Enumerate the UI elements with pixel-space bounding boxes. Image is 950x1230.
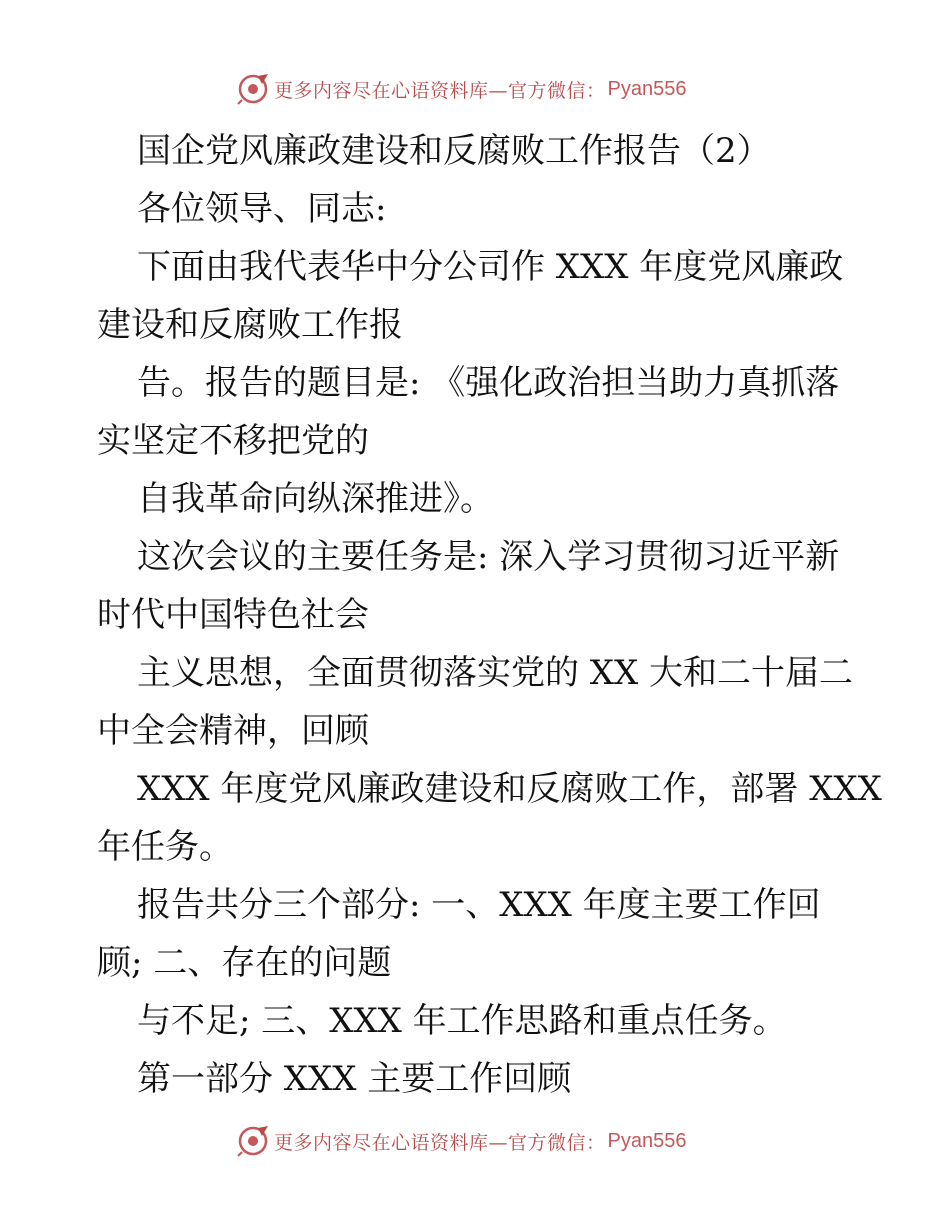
- document-title: 国企党风廉政建设和反腐败工作报告（2）: [137, 131, 771, 171]
- paragraph-line: 年任务。: [97, 827, 233, 867]
- wechat-handle: Pyan556: [607, 1129, 687, 1152]
- paragraph-line: 建设和反腐败工作报: [97, 305, 403, 345]
- banner-text: 更多内容尽在心语资料库—官方微信：: [274, 79, 606, 102]
- paragraph-line: 下面由我代表华中分公司作 XXX 年度党风廉政: [137, 247, 844, 287]
- quill-pen-logo-icon: [236, 1124, 270, 1158]
- paragraph-line: XXX 年度党风廉政建设和反腐败工作，部署 XXX: [137, 769, 882, 809]
- paragraph-line: 自我革命向纵深推进》。: [137, 479, 494, 519]
- salutation: 各位领导、同志:: [137, 189, 387, 229]
- paragraph-line: 报告共分三个部分: 一、XXX 年度主要工作回: [137, 885, 821, 925]
- footer-banner: [236, 1124, 686, 1158]
- section-heading: 第一部分 XXX 主要工作回顾: [137, 1059, 572, 1099]
- paragraph-line: 与不足; 三、XXX 年工作思路和重点任务。: [137, 1001, 787, 1041]
- paragraph-line: 这次会议的主要任务是: 深入学习贯彻习近平新: [137, 537, 840, 577]
- wechat-handle: Pyan556: [607, 77, 687, 100]
- banner-text: 更多内容尽在心语资料库—官方微信：: [274, 1131, 606, 1154]
- paragraph-line: 告。报告的题目是: 《强化政治担当助力真抓落: [137, 363, 840, 403]
- paragraph-line: 实坚定不移把党的: [97, 421, 369, 461]
- paragraph-line: 顾; 二、存在的问题: [97, 943, 392, 983]
- quill-pen-logo-icon: [236, 72, 270, 106]
- header-banner: [236, 72, 686, 106]
- paragraph-line: 主义思想，全面贯彻落实党的 XX 大和二十届二: [137, 653, 854, 693]
- paragraph-line: 中全会精神，回顾: [97, 711, 369, 751]
- paragraph-line: 时代中国特色社会: [97, 595, 369, 635]
